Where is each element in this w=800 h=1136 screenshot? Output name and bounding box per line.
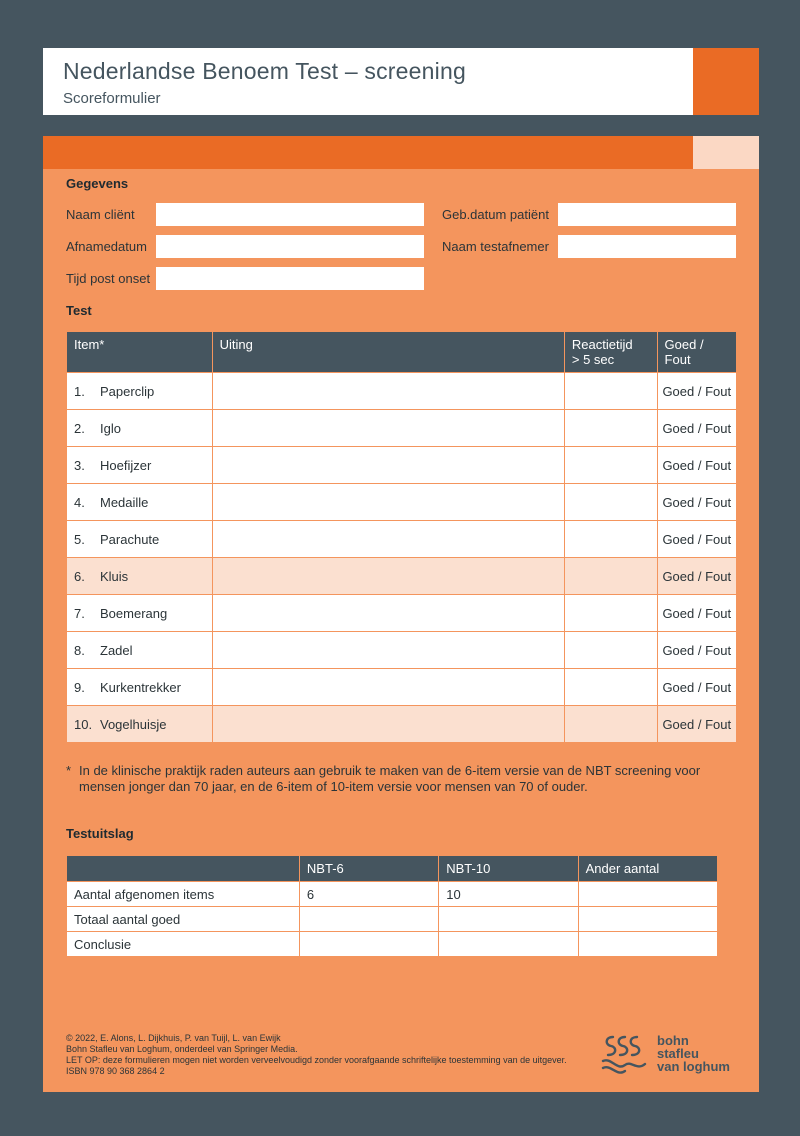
header-uiting: Uiting — [212, 332, 564, 373]
goed-fout-cell[interactable]: Goed / Fout — [657, 373, 736, 410]
result-cell[interactable] — [439, 907, 578, 932]
footnote-text: In de klinische praktijk raden auteurs aan gebruik te maken van de 6-item versie van de NBT screening voor mensen jonger dan 70 jaar, en de 6-item of 10-item versie voor mensen van 70 of ouder. — [79, 763, 701, 794]
label-naam-client: Naam cliënt — [66, 207, 135, 222]
goed-fout-cell[interactable]: Goed / Fout — [657, 484, 736, 521]
reactietijd-cell[interactable] — [564, 632, 657, 669]
score-form — [43, 136, 759, 1092]
result-row-label: Conclusie — [67, 932, 300, 957]
header-goed-fout: Goed / Fout — [657, 332, 736, 373]
goed-fout-cell[interactable]: Goed / Fout — [657, 410, 736, 447]
uiting-cell[interactable] — [212, 558, 564, 595]
item-number: 9. — [74, 679, 85, 695]
table-row — [67, 373, 737, 410]
table-row — [67, 484, 737, 521]
copyright-line: LET OP: deze formulieren mogen niet worden verveelvoudigd zonder voorafgaande schriftelijke toestemming van de uitgever. — [66, 1055, 567, 1065]
goed-fout-cell[interactable]: Goed / Fout — [657, 558, 736, 595]
uiting-cell[interactable] — [212, 595, 564, 632]
table-row — [67, 447, 737, 484]
header — [43, 48, 693, 115]
table-row — [67, 410, 737, 447]
item-number: 3. — [74, 457, 85, 473]
item-cell — [67, 447, 213, 484]
reactietijd-cell[interactable] — [564, 373, 657, 410]
table-row — [67, 521, 737, 558]
section-title-test: Test — [66, 303, 92, 318]
result-header-empty — [67, 856, 300, 882]
top-band — [43, 136, 693, 169]
item-cell — [67, 595, 213, 632]
item-name: Kurkentrekker — [100, 679, 181, 695]
top-band-tab — [693, 136, 759, 169]
result-cell[interactable] — [578, 932, 717, 957]
item-number: 5. — [74, 531, 85, 547]
afnamedatum-field[interactable] — [156, 235, 424, 258]
publisher-logo-text — [657, 1034, 730, 1073]
goed-fout-cell[interactable]: Goed / Fout — [657, 632, 736, 669]
table-row — [67, 558, 737, 595]
result-table — [66, 855, 718, 957]
page-subtitle: Scoreformulier — [63, 90, 161, 107]
item-number: 4. — [74, 494, 85, 510]
goed-fout-cell[interactable]: Goed / Fout — [657, 706, 736, 743]
logo-line: van loghum — [657, 1059, 730, 1074]
logo-line: stafleu — [657, 1046, 699, 1061]
copyright-line: © 2022, E. Alons, L. Dijkhuis, P. van Tuijl, L. van Ewijk — [66, 1033, 281, 1043]
table-row — [67, 669, 737, 706]
reactietijd-cell[interactable] — [564, 706, 657, 743]
geb-datum-field[interactable] — [558, 203, 736, 226]
item-name: Iglo — [100, 420, 121, 436]
naam-client-field[interactable] — [156, 203, 424, 226]
logo-line: bohn — [657, 1033, 689, 1048]
item-number: 7. — [74, 605, 85, 621]
result-cell[interactable] — [299, 932, 438, 957]
item-cell — [67, 706, 213, 743]
table-row — [67, 706, 737, 743]
item-cell — [67, 521, 213, 558]
result-row-label: Aantal afgenomen items — [67, 882, 300, 907]
reactietijd-cell[interactable] — [564, 410, 657, 447]
item-name: Parachute — [100, 531, 160, 547]
reactietijd-cell[interactable] — [564, 595, 657, 632]
header-reactietijd — [564, 332, 657, 373]
result-table-header — [67, 856, 718, 882]
goed-fout-cell[interactable]: Goed / Fout — [657, 521, 736, 558]
test-table-header — [67, 332, 737, 373]
uiting-cell[interactable] — [212, 669, 564, 706]
label-afnamedatum: Afnamedatum — [66, 239, 147, 254]
result-cell[interactable]: 6 — [299, 882, 438, 907]
goed-fout-cell[interactable]: Goed / Fout — [657, 447, 736, 484]
reactietijd-cell[interactable] — [564, 484, 657, 521]
uiting-cell[interactable] — [212, 706, 564, 743]
header-reactietijd-line1: Reactietijd — [571, 337, 633, 352]
publisher-logo-mark-icon — [599, 1031, 655, 1075]
page-title: Nederlandse Benoem Test – screening — [63, 58, 466, 84]
label-geb-datum: Geb.datum patiënt — [442, 207, 549, 222]
table-row — [67, 595, 737, 632]
goed-fout-cell[interactable]: Goed / Fout — [657, 595, 736, 632]
item-cell — [67, 484, 213, 521]
item-name: Boemerang — [100, 605, 168, 621]
uiting-cell[interactable] — [212, 632, 564, 669]
uiting-cell[interactable] — [212, 373, 564, 410]
item-number: 10. — [74, 716, 93, 732]
footnote — [66, 763, 746, 795]
reactietijd-cell[interactable] — [564, 521, 657, 558]
item-name: Hoefijzer — [100, 457, 152, 473]
reactietijd-cell[interactable] — [564, 669, 657, 706]
result-cell[interactable] — [439, 932, 578, 957]
result-row-label: Totaal aantal goed — [67, 907, 300, 932]
section-title-gegevens: Gegevens — [66, 176, 129, 191]
result-cell[interactable] — [299, 907, 438, 932]
goed-fout-cell[interactable]: Goed / Fout — [657, 669, 736, 706]
item-number: 8. — [74, 642, 85, 658]
label-naam-testafnemer: Naam testafnemer — [442, 239, 549, 254]
publisher-logo — [599, 1031, 744, 1079]
table-row — [67, 632, 737, 669]
result-cell[interactable] — [578, 882, 717, 907]
item-number: 2. — [74, 420, 85, 436]
copyright-line: ISBN 978 90 368 2864 2 — [66, 1066, 165, 1076]
uiting-cell[interactable] — [212, 447, 564, 484]
uiting-cell[interactable] — [212, 521, 564, 558]
header-item: Item* — [67, 332, 213, 373]
header-reactietijd-line2: > 5 sec — [571, 352, 615, 367]
item-name: Zadel — [100, 642, 133, 658]
item-cell — [67, 669, 213, 706]
item-cell — [67, 410, 213, 447]
copyright-line: Bohn Stafleu van Loghum, onderdeel van Springer Media. — [66, 1044, 298, 1054]
section-title-testuitslag: Testuitslag — [66, 826, 134, 841]
result-header-nbt10: NBT-10 — [439, 856, 578, 882]
result-header-ander-aantal: Ander aantal — [578, 856, 717, 882]
result-header-nbt6: NBT-6 — [299, 856, 438, 882]
result-row — [67, 882, 718, 907]
header-accent-tab — [693, 48, 759, 115]
result-row — [67, 932, 718, 957]
test-table — [66, 331, 737, 743]
result-cell[interactable] — [578, 907, 717, 932]
copyright-block — [66, 1033, 606, 1077]
item-cell — [67, 373, 213, 410]
item-name: Paperclip — [100, 383, 155, 399]
uiting-cell[interactable] — [212, 410, 564, 447]
footnote-star: * — [66, 763, 72, 778]
item-number: 6. — [74, 568, 85, 584]
naam-testafnemer-field[interactable] — [558, 235, 736, 258]
uiting-cell[interactable] — [212, 484, 564, 521]
reactietijd-cell[interactable] — [564, 558, 657, 595]
result-cell[interactable]: 10 — [439, 882, 578, 907]
tijd-post-onset-field[interactable] — [156, 267, 424, 290]
result-row — [67, 907, 718, 932]
item-name: Kluis — [100, 568, 129, 584]
reactietijd-cell[interactable] — [564, 447, 657, 484]
item-name: Medaille — [100, 494, 149, 510]
label-tijd-post-onset: Tijd post onset — [66, 271, 151, 286]
item-name: Vogelhuisje — [100, 716, 167, 732]
item-number: 1. — [74, 383, 85, 399]
item-cell — [67, 558, 213, 595]
item-cell — [67, 632, 213, 669]
